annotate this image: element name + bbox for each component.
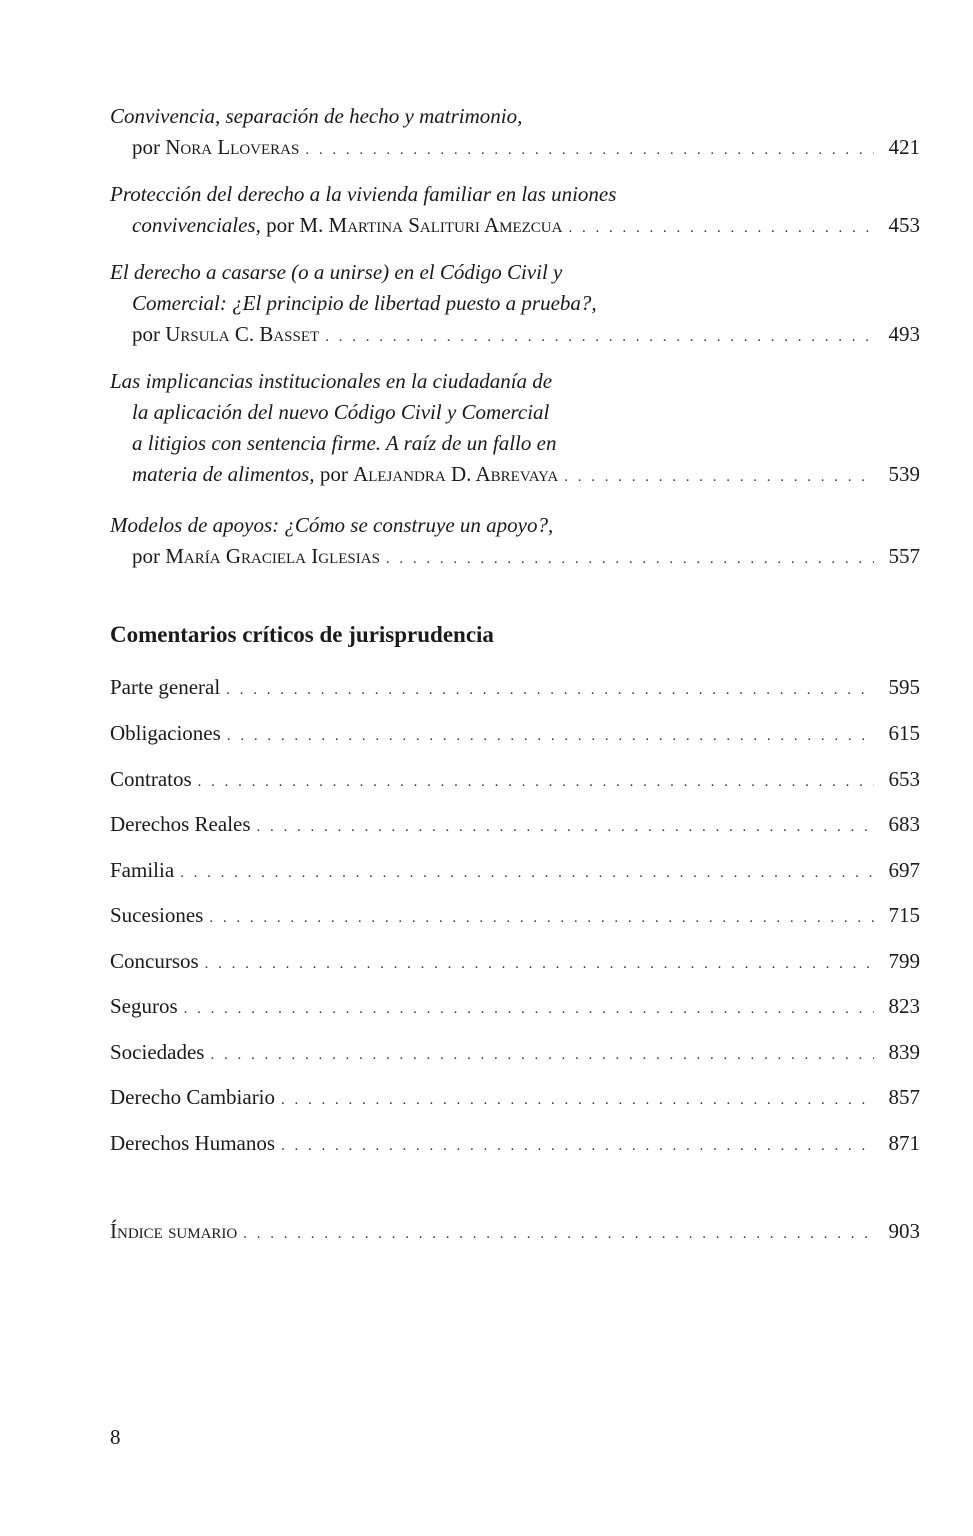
dot-leader bbox=[564, 462, 874, 493]
por-label: por bbox=[319, 462, 348, 486]
por-label: por bbox=[132, 322, 160, 346]
dot-leader bbox=[281, 1085, 874, 1116]
section-label: Derechos Humanos bbox=[110, 1131, 276, 1155]
section-label: Concursos bbox=[110, 949, 199, 973]
por-label: por bbox=[132, 135, 160, 159]
article-title-line: a litigios con sentencia firme. A raíz de un fallo en bbox=[132, 431, 557, 455]
article-title-line: Convivencia, separación de hecho y matrimonio, bbox=[110, 104, 523, 128]
page-reference: 557 bbox=[888, 544, 920, 568]
section-label: Sociedades bbox=[110, 1040, 205, 1064]
dot-leader bbox=[227, 721, 874, 752]
section-label: Derecho Cambiario bbox=[110, 1085, 276, 1109]
dot-leader bbox=[568, 213, 874, 244]
section-heading: Comentarios críticos de jurisprudencia bbox=[110, 622, 494, 647]
article-title-line: Modelos de apoyos: ¿Cómo se construye un apoyo?, bbox=[110, 513, 554, 537]
section-label: Seguros bbox=[110, 994, 178, 1018]
page-reference: 683 bbox=[888, 812, 920, 836]
por-label: por bbox=[266, 213, 295, 237]
page-reference: 799 bbox=[888, 949, 920, 973]
dot-leader bbox=[198, 767, 874, 798]
article-author: M. Martina Salituri Amezcua bbox=[299, 213, 563, 237]
dot-leader bbox=[281, 1131, 874, 1162]
article-title-line: Las implicancias institucionales en la ciudadanía de bbox=[110, 369, 553, 393]
dot-leader bbox=[257, 812, 874, 843]
article-title-line: convivenciales, bbox=[132, 213, 261, 237]
toc-entry-section bbox=[110, 809, 920, 843]
section-label: Contratos bbox=[110, 767, 192, 791]
dot-leader bbox=[205, 949, 874, 980]
dot-leader bbox=[184, 994, 874, 1025]
page-reference: 493 bbox=[888, 322, 920, 346]
toc-entry-section bbox=[110, 1128, 920, 1162]
section-label: Sucesiones bbox=[110, 903, 204, 927]
dot-leader bbox=[243, 1219, 874, 1250]
dot-leader bbox=[209, 903, 874, 934]
dot-leader bbox=[226, 675, 874, 706]
article-title-line: materia de alimentos, bbox=[132, 462, 315, 486]
article-author: Ursula C. Basset bbox=[165, 322, 320, 346]
toc-entry-article-4 bbox=[110, 366, 920, 493]
dot-leader bbox=[210, 1040, 874, 1071]
article-title-line: Protección del derecho a la vivienda familiar en las uniones bbox=[110, 182, 617, 206]
article-title-line: Comercial: ¿El principio de libertad puesto a prueba?, bbox=[132, 291, 597, 315]
toc-entry-section bbox=[110, 672, 920, 706]
toc-entry-section bbox=[110, 900, 920, 934]
index-label: Índice sumario bbox=[110, 1219, 238, 1243]
section-label: Derechos Reales bbox=[110, 812, 251, 836]
dot-leader bbox=[180, 858, 874, 889]
page-reference: 615 bbox=[888, 721, 920, 745]
dot-leader bbox=[325, 322, 874, 353]
page-reference: 715 bbox=[888, 903, 920, 927]
page-reference: 453 bbox=[888, 213, 920, 237]
section-label: Parte general bbox=[110, 675, 221, 699]
dot-leader bbox=[386, 544, 874, 575]
toc-entry-section bbox=[110, 991, 920, 1025]
toc-entry-section bbox=[110, 1082, 920, 1116]
toc-entry-index bbox=[110, 1216, 920, 1250]
toc-entry-article-2 bbox=[110, 179, 920, 244]
page-reference: 421 bbox=[888, 135, 920, 159]
toc-entry-article-5 bbox=[110, 510, 920, 575]
article-author: Nora Lloveras bbox=[165, 135, 300, 159]
toc-entry-section bbox=[110, 718, 920, 752]
section-label: Obligaciones bbox=[110, 721, 221, 745]
toc-entry-section bbox=[110, 1037, 920, 1071]
page-number: 8 bbox=[110, 1425, 121, 1449]
toc-entry-section bbox=[110, 764, 920, 798]
page-reference: 539 bbox=[888, 462, 920, 486]
section-label: Familia bbox=[110, 858, 175, 882]
page-reference: 839 bbox=[888, 1040, 920, 1064]
page-reference: 595 bbox=[888, 675, 920, 699]
toc-entry-article-1 bbox=[110, 101, 920, 166]
page-reference: 653 bbox=[888, 767, 920, 791]
article-author: María Graciela Iglesias bbox=[165, 544, 380, 568]
toc-entry-section bbox=[110, 946, 920, 980]
page-reference: 697 bbox=[888, 858, 920, 882]
toc-entry-article-3 bbox=[110, 257, 920, 353]
article-author: Alejandra D. Abrevaya bbox=[353, 462, 559, 486]
page-reference: 857 bbox=[888, 1085, 920, 1109]
page-reference: 823 bbox=[888, 994, 920, 1018]
article-title-line: la aplicación del nuevo Código Civil y Comercial bbox=[132, 400, 550, 424]
dot-leader bbox=[305, 135, 874, 166]
toc-entry-section bbox=[110, 855, 920, 889]
por-label: por bbox=[132, 544, 160, 568]
page-reference: 871 bbox=[888, 1131, 920, 1155]
article-title-line: El derecho a casarse (o a unirse) en el Código Civil y bbox=[110, 260, 563, 284]
page-reference: 903 bbox=[888, 1219, 920, 1243]
